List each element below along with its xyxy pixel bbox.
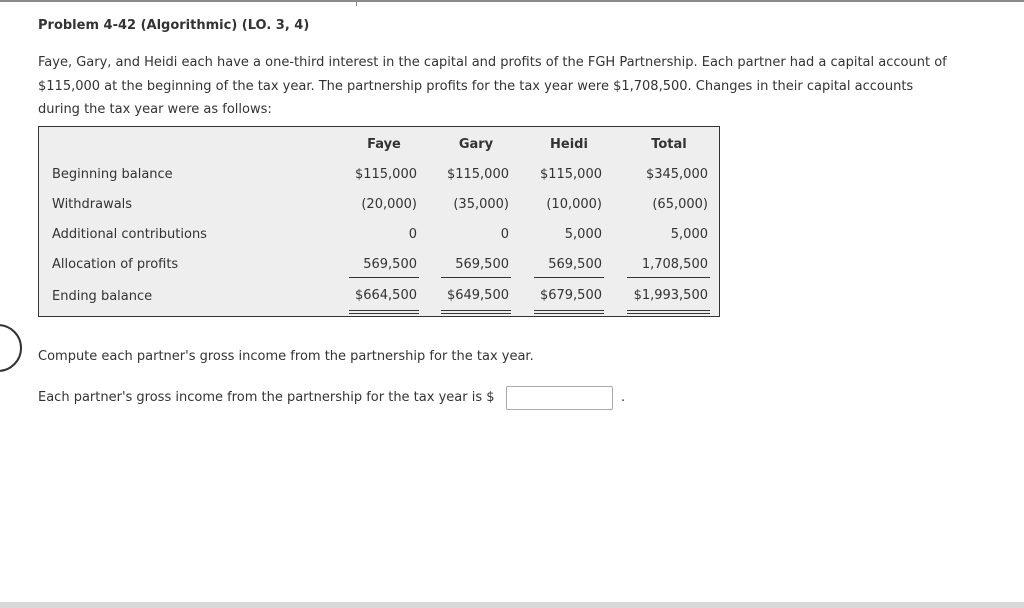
table-cell: $115,000: [354, 167, 417, 182]
table-cell: $345,000: [645, 167, 708, 182]
intro-line: during the tax year were as follows:: [38, 102, 272, 117]
table-cell: (35,000): [453, 197, 509, 212]
column-header-gary: Gary: [458, 137, 494, 152]
total-double-underline: [441, 310, 511, 314]
total-double-underline: [349, 310, 419, 314]
table-cell: 569,500: [363, 257, 417, 272]
row-label: Beginning balance: [52, 167, 173, 182]
row-label: Allocation of profits: [52, 257, 179, 272]
table-cell: $679,500: [539, 288, 602, 303]
subtotal-underline: [534, 277, 604, 278]
row-label: Withdrawals: [52, 197, 133, 212]
subtotal-underline: [349, 277, 419, 278]
side-nav-circle[interactable]: [0, 324, 22, 372]
total-double-underline: [534, 310, 604, 314]
column-header-heidi: Heidi: [550, 137, 588, 152]
table-cell: 5,000: [564, 227, 602, 242]
table-cell: $649,500: [446, 288, 509, 303]
table-cell: 5,000: [670, 227, 708, 242]
table-cell: $115,000: [446, 167, 509, 182]
total-double-underline: [627, 310, 710, 314]
subtotal-underline: [441, 277, 511, 278]
capital-accounts-table: [38, 126, 720, 317]
question-text: Compute each partner's gross income from the partnership for the tax year.: [38, 349, 534, 364]
top-border-tick: [356, 0, 357, 6]
table-cell: 0: [500, 227, 509, 242]
table-cell: $664,500: [354, 288, 417, 303]
intro-line: Faye, Gary, and Heidi each have a one-third interest in the capital and profits of the FGH Partnership. Each partner had a capital account of: [38, 55, 947, 70]
top-border: [0, 0, 1024, 2]
row-label: Ending balance: [52, 289, 153, 304]
table-cell: $115,000: [539, 167, 602, 182]
intro-line: $115,000 at the beginning of the tax year. The partnership profits for the tax year were $1,708,500. Changes in their capital accounts: [38, 78, 914, 94]
problem-title: Problem 4-42 (Algorithmic) (LO. 3, 4): [38, 18, 310, 33]
column-header-faye: Faye: [367, 137, 401, 152]
answer-label: Each partner's gross income from the partnership for the tax year is $: [38, 390, 495, 405]
answer-suffix: .: [621, 390, 626, 405]
table-cell: 569,500: [455, 257, 509, 272]
table-cell: (65,000): [652, 197, 708, 212]
table-cell: (20,000): [361, 197, 417, 212]
problem-intro: [38, 51, 988, 122]
subtotal-underline: [627, 277, 710, 278]
table-cell: $1,993,500: [633, 288, 708, 303]
table-cell: 0: [408, 227, 417, 242]
table-cell: (10,000): [546, 197, 602, 212]
row-label: Additional contributions: [52, 227, 207, 242]
column-header-total: Total: [651, 137, 687, 152]
bottom-border: [0, 602, 1024, 608]
table-cell: 569,500: [548, 257, 602, 272]
gross-income-input[interactable]: [506, 386, 613, 410]
table-cell: 1,708,500: [641, 257, 708, 272]
